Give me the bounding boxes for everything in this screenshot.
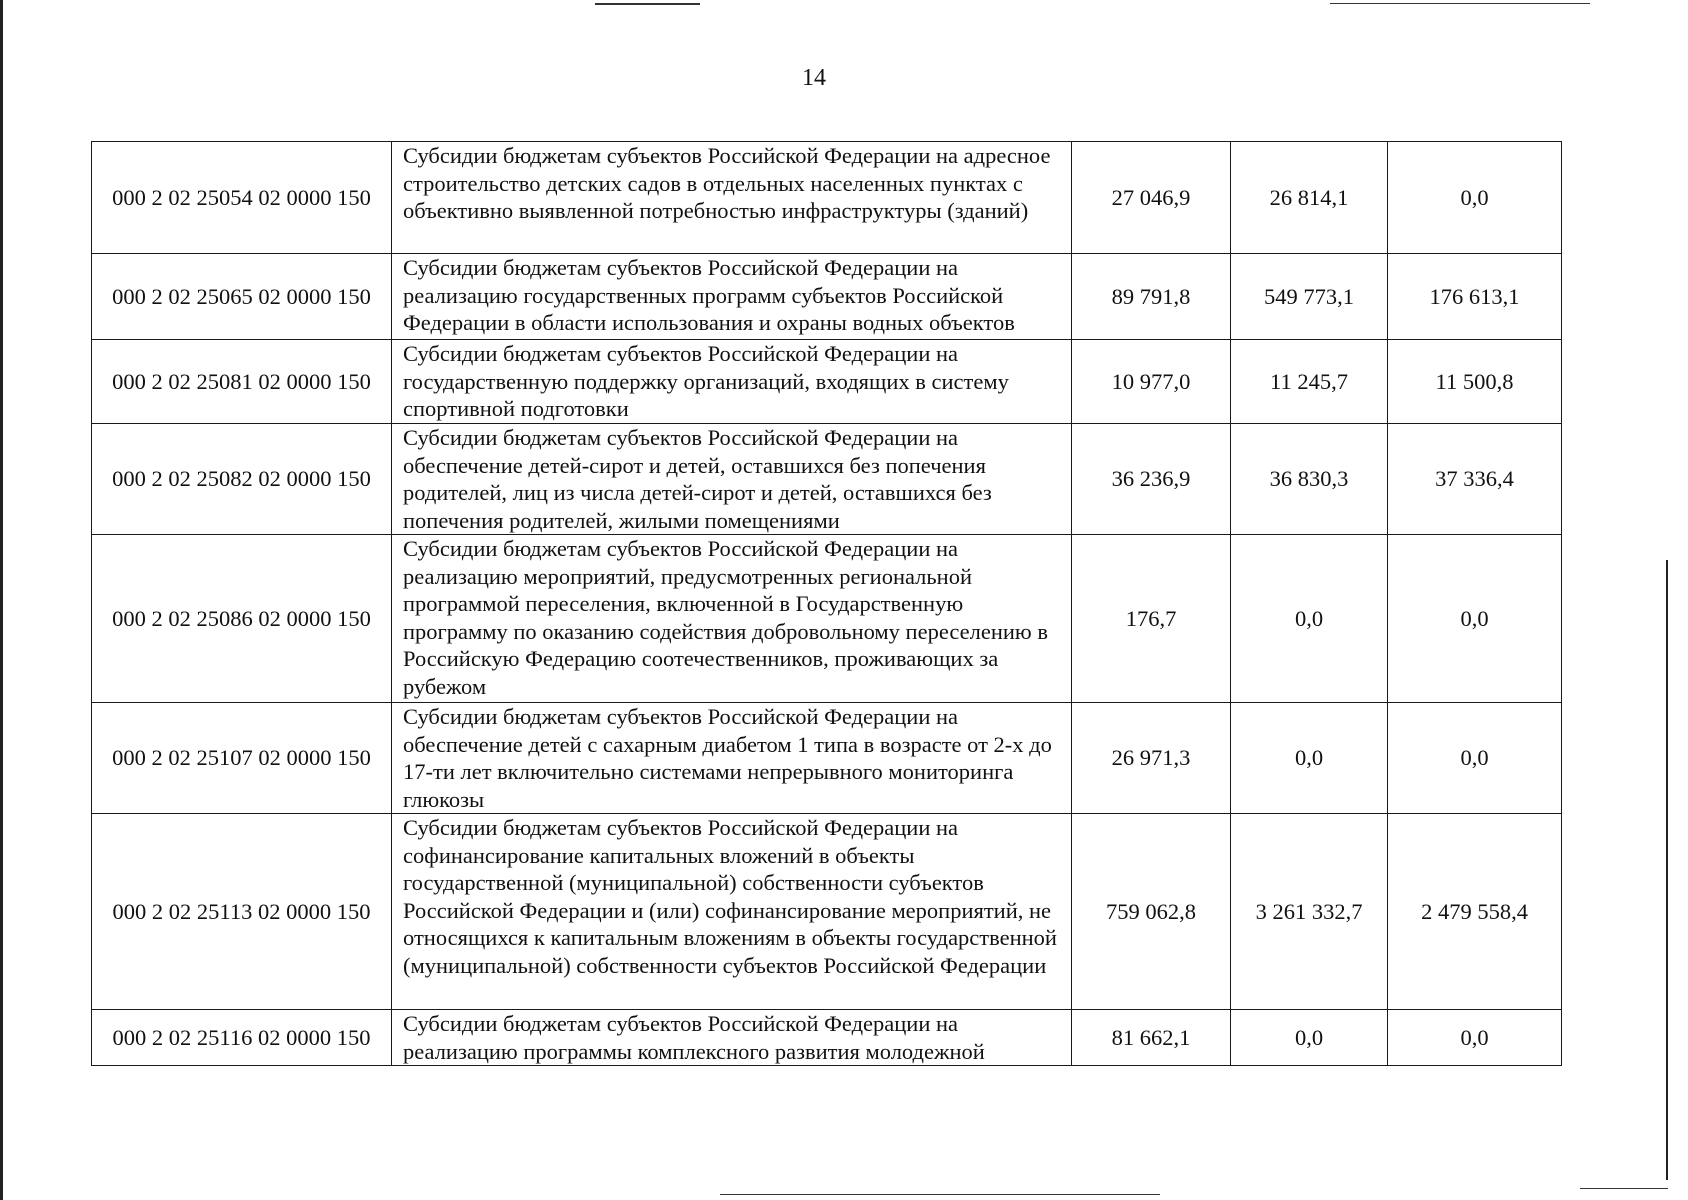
budget-code: 000 2 02 25081 02 0000 150	[92, 340, 392, 424]
amount-cell: 0,0	[1388, 535, 1562, 703]
scan-edge-right	[1666, 560, 1668, 1180]
amount-cell: 36 830,3	[1231, 424, 1388, 535]
budget-code: 000 2 02 25086 02 0000 150	[92, 535, 392, 703]
scan-artifact-bottom-right	[1580, 1188, 1668, 1189]
amount-cell: 36 236,9	[1072, 424, 1231, 535]
amount-cell: 0,0	[1388, 1010, 1562, 1066]
amount-cell: 549 773,1	[1231, 254, 1388, 340]
table-row	[92, 703, 1562, 814]
budget-code: 000 2 02 25054 02 0000 150	[92, 142, 392, 254]
amount-cell: 0,0	[1388, 142, 1562, 254]
table-row	[92, 340, 1562, 424]
scan-artifact-bottom	[720, 1194, 1160, 1195]
amount-cell: 0,0	[1388, 703, 1562, 814]
budget-code: 000 2 02 25113 02 0000 150	[92, 814, 392, 1010]
budget-code: 000 2 02 25107 02 0000 150	[92, 703, 392, 814]
amount-cell: 11 245,7	[1231, 340, 1388, 424]
amount-cell: 2 479 558,4	[1388, 814, 1562, 1010]
table-row	[92, 142, 1562, 254]
row-description: Субсидии бюджетам субъектов Российской Федерации на обеспечение детей-сирот и детей, оставшихся без попечения родителей, лиц из числа детей-сирот и детей, оставшихся без попечения родителей, жилыми помещениями	[392, 424, 1072, 535]
table-row	[92, 1010, 1562, 1066]
amount-cell: 759 062,8	[1072, 814, 1231, 1010]
row-description: Субсидии бюджетам субъектов Российской Федерации на софинансирование капитальных вложений в объекты государственной (муниципальной) собственности субъектов Российской Федерации и (или) софинансирование мероприятий, не относящихся к капитальным вложениям в объекты государственной (муниципальной) собственности субъектов Российской Федерации	[392, 814, 1072, 1010]
amount-cell: 0,0	[1231, 1010, 1388, 1066]
budget-code: 000 2 02 25116 02 0000 150	[92, 1010, 392, 1066]
budget-table	[91, 141, 1562, 1066]
amount-cell: 0,0	[1231, 703, 1388, 814]
table-row	[92, 254, 1562, 340]
table-row	[92, 814, 1562, 1010]
row-description: Субсидии бюджетам субъектов Российской Федерации на реализацию государственных программ субъектов Российской Федерации в области использования и охраны водных объектов	[392, 254, 1072, 340]
scan-edge-left	[0, 0, 3, 1200]
scan-artifact-top-right	[1330, 3, 1590, 4]
row-description: Субсидии бюджетам субъектов Российской Федерации на реализацию программы комплексного развития молодежной	[392, 1010, 1072, 1066]
row-description: Субсидии бюджетам субъектов Российской Федерации на государственную поддержку организаций, входящих в систему спортивной подготовки	[392, 340, 1072, 424]
row-description: Субсидии бюджетам субъектов Российской Федерации на адресное строительство детских садов в отдельных населенных пунктах с объективно выявленной потребностью инфраструктуры (зданий)	[392, 142, 1072, 254]
table-row	[92, 424, 1562, 535]
amount-cell: 176,7	[1072, 535, 1231, 703]
table-row	[92, 535, 1562, 703]
amount-cell: 3 261 332,7	[1231, 814, 1388, 1010]
amount-cell: 0,0	[1231, 535, 1388, 703]
row-description: Субсидии бюджетам субъектов Российской Федерации на обеспечение детей с сахарным диабетом 1 типа в возрасте от 2-х до 17-ти лет включительно системами непрерывного мониторинга глюкозы	[392, 703, 1072, 814]
amount-cell: 37 336,4	[1388, 424, 1562, 535]
budget-code: 000 2 02 25082 02 0000 150	[92, 424, 392, 535]
row-description: Субсидии бюджетам субъектов Российской Федерации на реализацию мероприятий, предусмотренных региональной программой переселения, включенной в Государственную программу по оказанию содействия добровольному переселению в Российскую Федерацию соотечественников, проживающих за рубежом	[392, 535, 1072, 703]
budget-code: 000 2 02 25065 02 0000 150	[92, 254, 392, 340]
amount-cell: 11 500,8	[1388, 340, 1562, 424]
amount-cell: 81 662,1	[1072, 1010, 1231, 1066]
scan-artifact-top	[595, 3, 700, 5]
amount-cell: 10 977,0	[1072, 340, 1231, 424]
amount-cell: 27 046,9	[1072, 142, 1231, 254]
amount-cell: 26 971,3	[1072, 703, 1231, 814]
amount-cell: 89 791,8	[1072, 254, 1231, 340]
amount-cell: 26 814,1	[1231, 142, 1388, 254]
page-number: 14	[802, 65, 826, 91]
amount-cell: 176 613,1	[1388, 254, 1562, 340]
